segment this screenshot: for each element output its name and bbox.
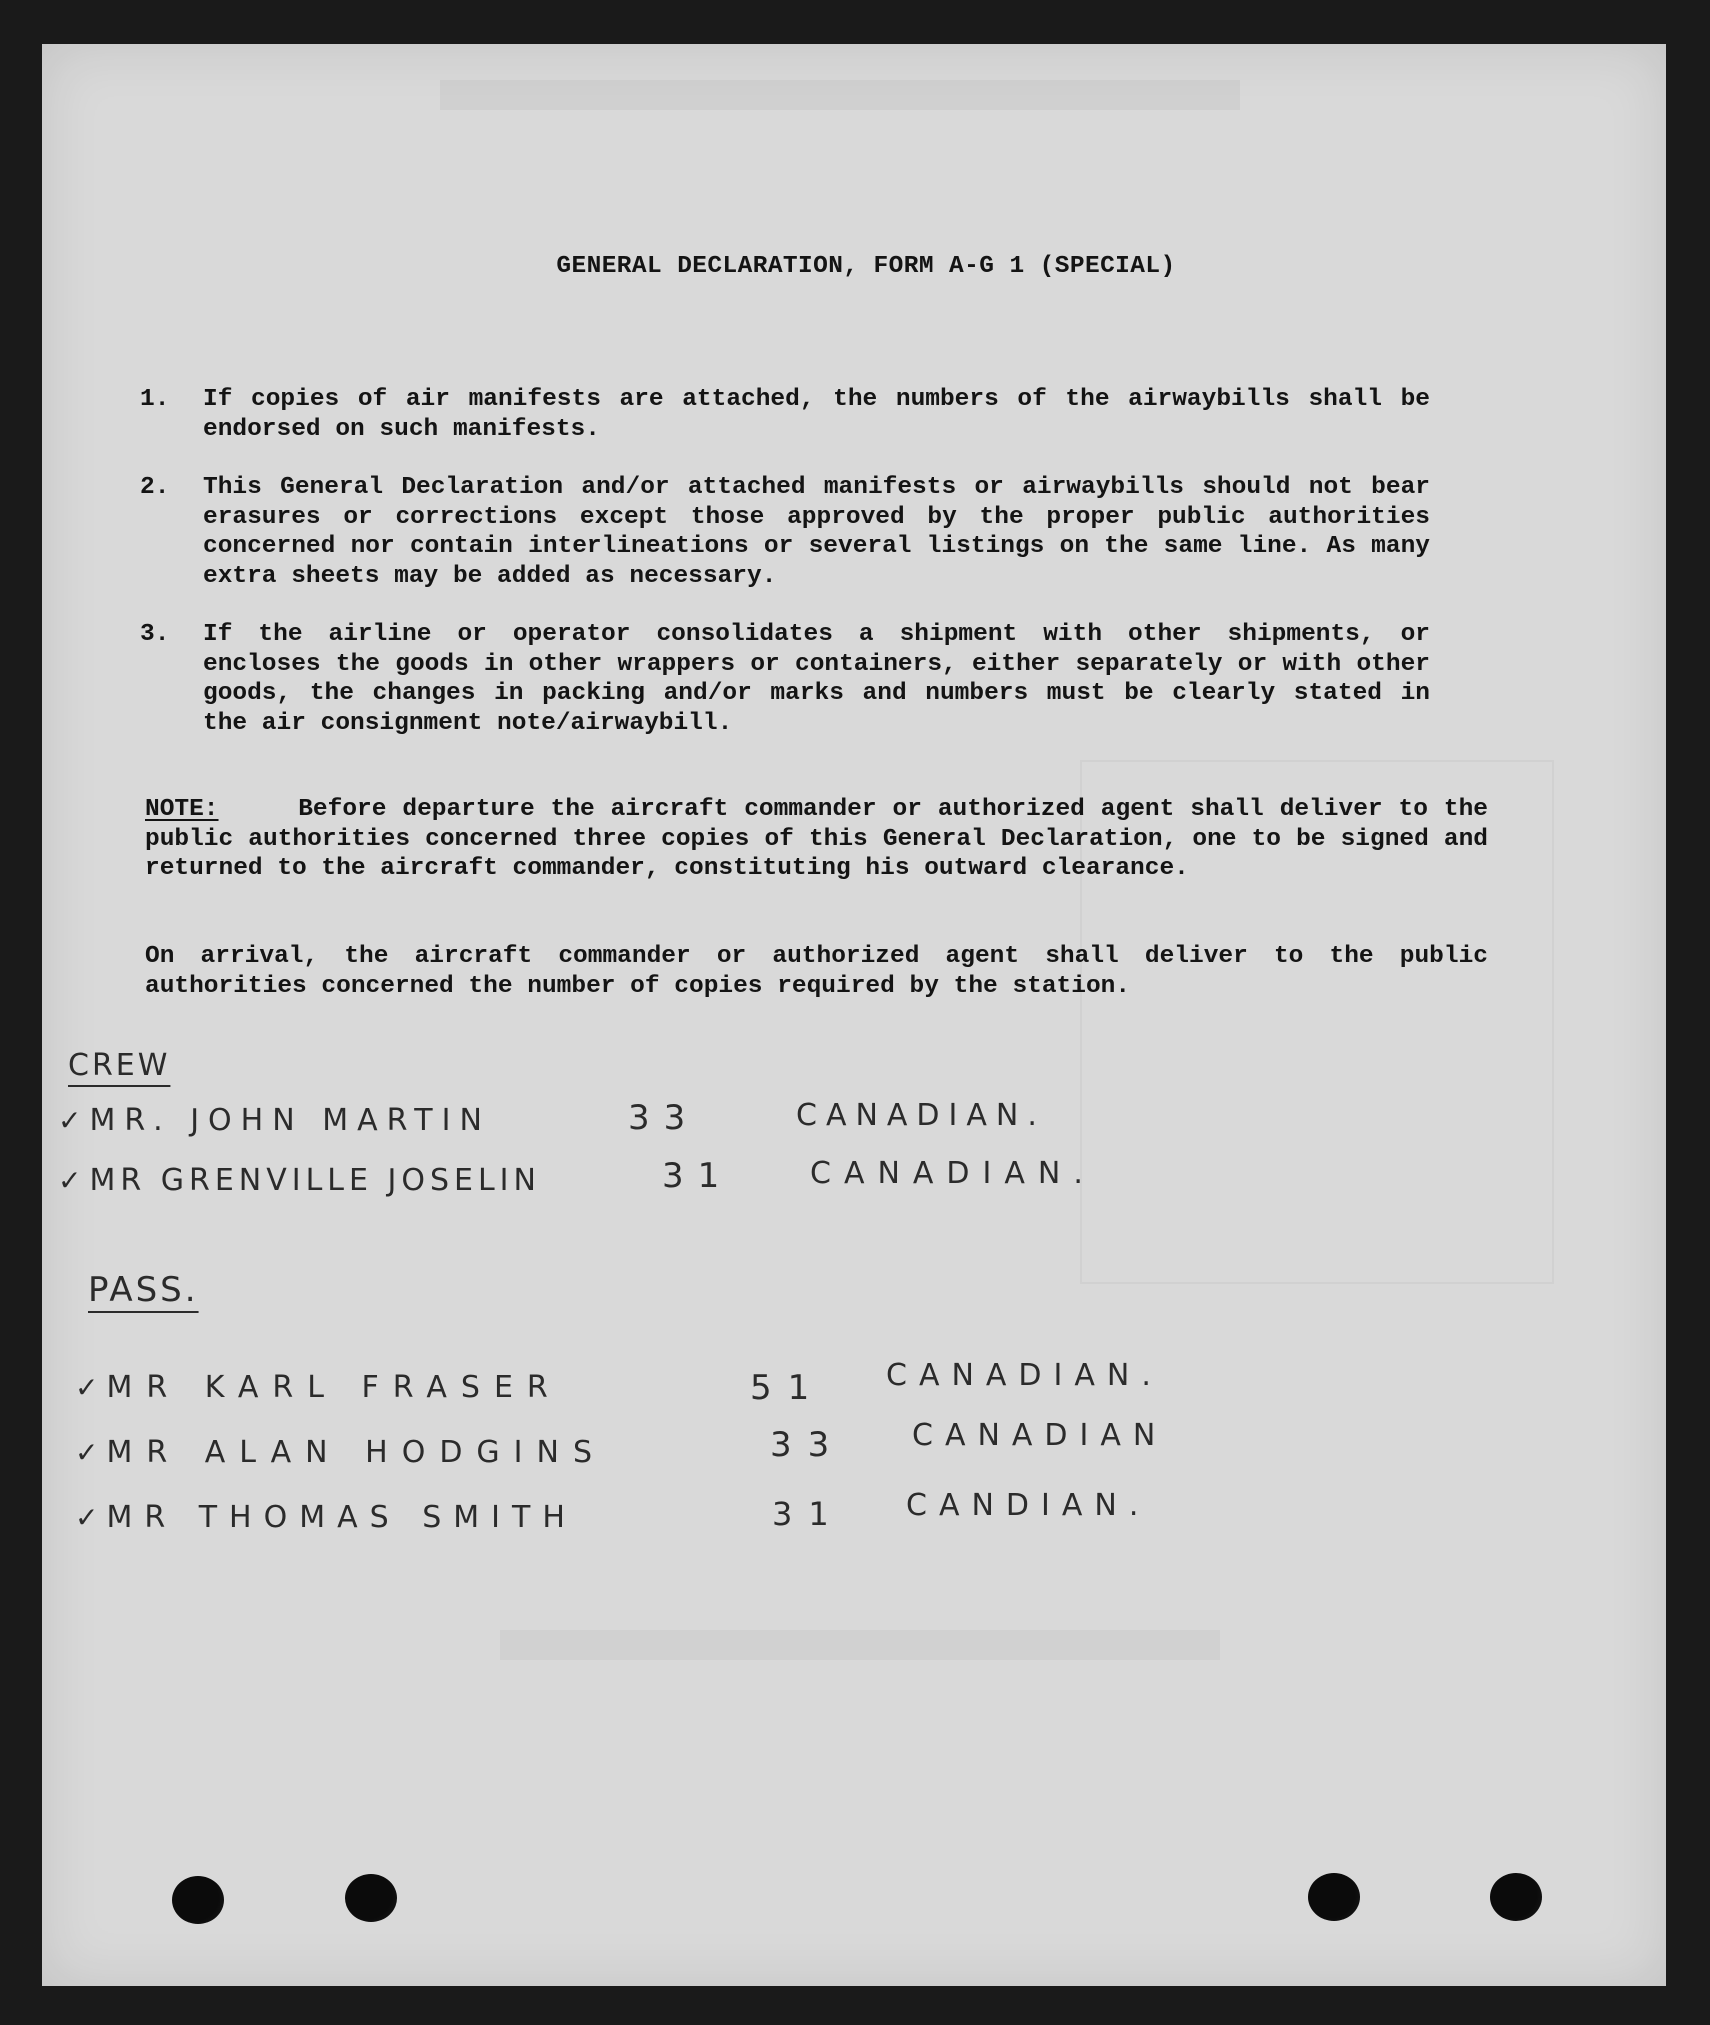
item-number: 3. bbox=[140, 621, 170, 648]
check-mark-icon: ✓ bbox=[58, 1104, 82, 1137]
bleed-through-mark bbox=[440, 80, 1240, 110]
passenger-name: MR KARL FRASER bbox=[106, 1370, 562, 1405]
passenger-age: 33 bbox=[770, 1425, 846, 1465]
passenger-age: 51 bbox=[750, 1368, 826, 1408]
passenger-entry bbox=[75, 1435, 606, 1470]
crew-entry bbox=[58, 1103, 491, 1138]
passenger-entry bbox=[75, 1370, 562, 1405]
note-text: Before departure the aircraft commander or authorized agent shall deliver to the public authorities concerned three copies of this General Declaration, one to be signed and returned to the aircraft commander, constituting his outward clearance. bbox=[145, 796, 1488, 882]
crew-age: 31 bbox=[662, 1156, 734, 1196]
crew-age: 33 bbox=[628, 1098, 700, 1138]
passenger-nationality: CANDIAN. bbox=[906, 1488, 1151, 1523]
form-title: GENERAL DECLARATION, FORM A-G 1 (SPECIAL) bbox=[556, 253, 1176, 280]
crew-entry bbox=[58, 1163, 541, 1198]
crew-nationality: CANADIAN. bbox=[796, 1098, 1046, 1133]
passenger-nationality: CANADIAN. bbox=[886, 1358, 1163, 1393]
passengers-heading: PASS. bbox=[88, 1270, 199, 1310]
item-text: If copies of air manifests are attached, the numbers of the airwaybills shall be endorsed on such manifests. bbox=[203, 386, 1430, 443]
arrival-paragraph: On arrival, the aircraft commander or authorized agent shall deliver to the public authorities concerned the number of copies required by the station. bbox=[145, 943, 1488, 1000]
check-mark-icon: ✓ bbox=[75, 1501, 99, 1534]
note-label: NOTE: bbox=[145, 796, 219, 823]
punch-hole bbox=[345, 1874, 397, 1922]
item-text: If the airline or operator consolidates a shipment with other shipments, or encloses the goods in other wrappers or containers, either separately or with other goods, the changes in packing and/or marks and numbers must be clearly stated in the air consignment note/airwaybill. bbox=[203, 621, 1430, 737]
passenger-nationality: CANADIAN bbox=[912, 1418, 1168, 1453]
crew-heading: CREW bbox=[68, 1048, 171, 1083]
item-text: This General Declaration and/or attached manifests or airwaybills should not bear erasures or corrections except those approved by the proper public authorities concerned nor contain interlineations or several listings on the same line. As many extra sheets may be added as necessary. bbox=[203, 474, 1430, 590]
passenger-name: MR THOMAS SMITH bbox=[106, 1500, 577, 1535]
punch-hole bbox=[172, 1876, 224, 1924]
bleed-through-mark bbox=[500, 1630, 1220, 1660]
passenger-age: 31 bbox=[772, 1495, 845, 1533]
item-number: 1. bbox=[140, 386, 170, 413]
note-paragraph bbox=[145, 795, 1488, 884]
crew-nationality: CANADIAN. bbox=[810, 1156, 1096, 1191]
punch-hole bbox=[1490, 1873, 1542, 1921]
passenger-entry bbox=[75, 1500, 577, 1535]
crew-name: MR. JOHN MARTIN bbox=[89, 1103, 491, 1138]
item-number: 2. bbox=[140, 474, 170, 501]
check-mark-icon: ✓ bbox=[75, 1436, 99, 1469]
punch-hole bbox=[1308, 1873, 1360, 1921]
check-mark-icon: ✓ bbox=[75, 1371, 99, 1404]
passenger-name: MR ALAN HODGINS bbox=[106, 1435, 607, 1470]
check-mark-icon: ✓ bbox=[58, 1164, 82, 1197]
crew-name: MR GRENVILLE JOSELIN bbox=[89, 1163, 541, 1198]
